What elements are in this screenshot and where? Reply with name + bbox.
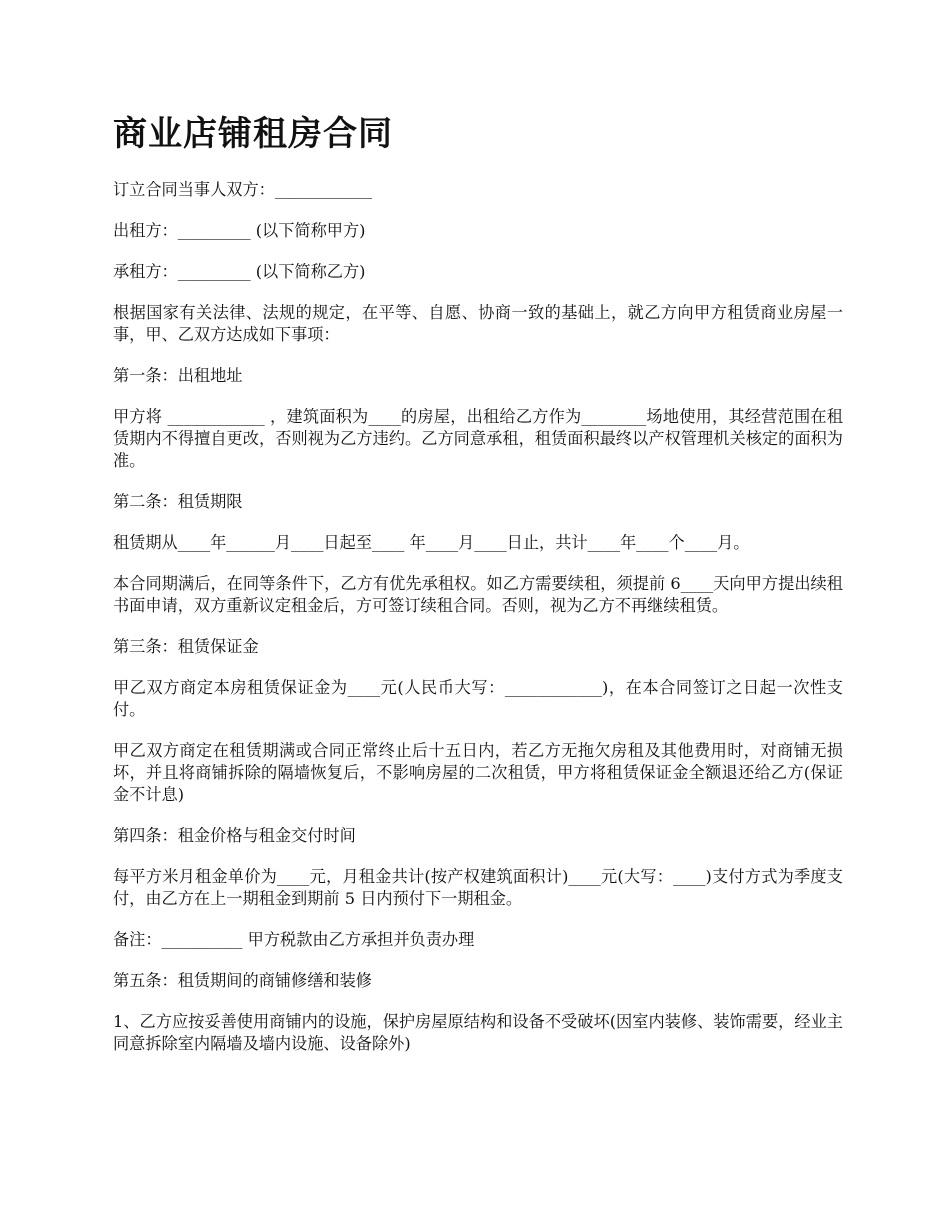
- document-title: 商业店铺租房合同: [113, 114, 393, 154]
- article-1-body: 甲方将 ____________ ，建筑面积为____的房屋，出租给乙方作为________场地使用，其经营范围在租赁期内不得擅自更改，否则视为乙方违约。乙方同意承租，租赁面积最终以产权管理机关核定的面积为准。: [113, 407, 843, 470]
- article-5-heading: 第五条：租赁期间的商铺修缮和装修: [113, 971, 372, 990]
- lease-term-line: 租赁期从____年______月____日起至____ 年____月____日止，共计____年____个____月。: [113, 533, 750, 552]
- article-1-heading: 第一条：出租地址: [113, 366, 243, 385]
- article-3-heading: 第三条：租赁保证金: [113, 637, 259, 656]
- contract-parties-line: 订立合同当事人双方：____________: [113, 180, 372, 199]
- maintenance-clause-1: 1、乙方应按妥善使用商铺内的设施，保护房屋原结构和设备不受破坏(因室内装修、装饰需要，经业主同意拆除室内隔墙及墙内设施、设备除外): [113, 1012, 843, 1053]
- document-page: [113, 108, 843, 1074]
- article-2-heading: 第二条：租赁期限: [113, 492, 243, 511]
- article-4-heading: 第四条：租金价格与租金交付时间: [113, 826, 356, 845]
- deposit-amount-paragraph: 甲乙双方商定本房租赁保证金为____元(人民币大写：____________)，在本合同签订之日起一次性支付。: [113, 678, 843, 719]
- deposit-refund-paragraph: 甲乙双方商定在租赁期满或合同正常终止后十五日内，若乙方无拖欠房租及其他费用时，对商铺无损坏，并且将商铺拆除的隔墙恢复后，不影响房屋的二次租赁，甲方将租赁保证金全额退还给乙方(保证金不计息): [113, 741, 843, 804]
- renewal-paragraph: 本合同期满后，在同等条件下，乙方有优先承租权。如乙方需要续租，须提前 6____天向甲方提出续租书面申请，双方重新议定租金后，方可签订续租合同。否则，视为乙方不再继续租赁。: [113, 574, 843, 615]
- lessor-line: 出租方：_________ (以下简称甲方): [113, 221, 366, 240]
- rent-price-paragraph: 每平方米月租金单价为____元，月租金共计(按产权建筑面积计)____元(大写：____)支付方式为季度支付，由乙方在上一期租金到期前 5 日内预付下一期租金。: [113, 867, 843, 908]
- preamble-paragraph: 根据国家有关法律、法规的规定，在平等、自愿、协商一致的基础上，就乙方向甲方租赁商业房屋一事，甲、乙双方达成如下事项：: [113, 303, 843, 344]
- remark-line: 备注：__________ 甲方税款由乙方承担并负责办理: [113, 930, 475, 949]
- lessee-line: 承租方：_________ (以下简称乙方): [113, 262, 366, 281]
